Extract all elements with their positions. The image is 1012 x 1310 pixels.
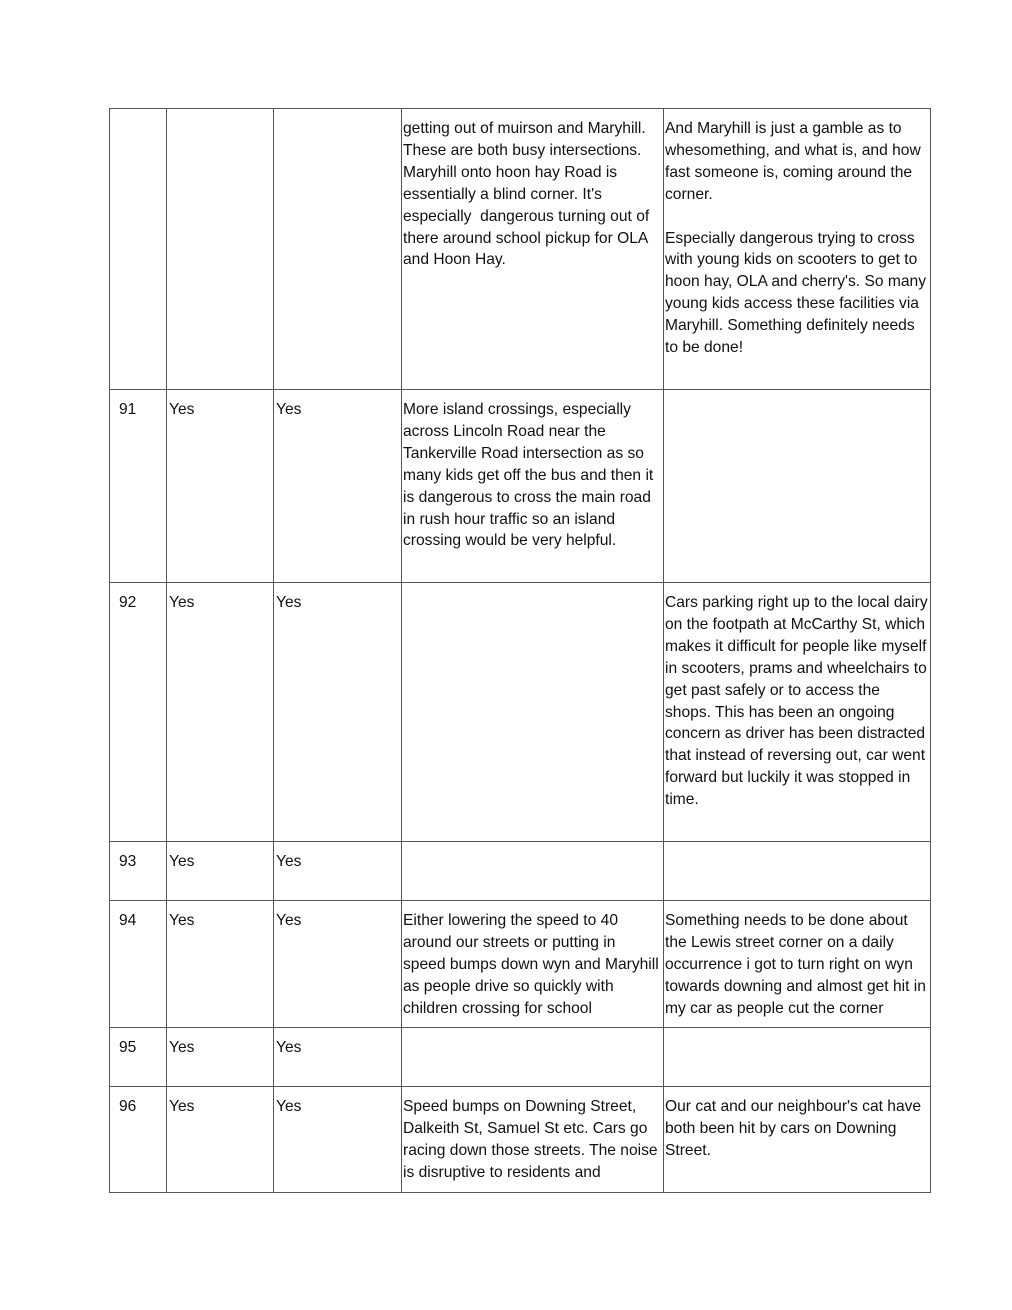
suggestion-cell: More island crossings, especially across Lincoln Road near the Tankerville Road intersection as so many kids get off the bus and then it is dangerous to cross the main road in rush hour traffic so an island crossing would be very helpful. <box>402 390 664 583</box>
answer-a-cell <box>167 109 274 390</box>
suggestion-cell: getting out of muirson and Maryhill. These are both busy intersections. Maryhill onto hoon hay Road is essentially a blind corner. It's especially dangerous turning out of there around school pickup for OLA and Hoon Hay. <box>402 109 664 390</box>
answer-b-cell: Yes <box>274 1028 402 1087</box>
suggestion-cell: Either lowering the speed to 40 around our streets or putting in speed bumps down wyn and Maryhill as people drive so quickly with children crossing for school <box>402 901 664 1028</box>
answer-b-cell: Yes <box>274 1087 402 1193</box>
row-id-cell: 91 <box>110 390 167 583</box>
table-row <box>110 1028 931 1087</box>
row-id-cell: 96 <box>110 1087 167 1193</box>
answer-b-cell <box>274 109 402 390</box>
answer-a-cell: Yes <box>167 1087 274 1193</box>
suggestion-cell <box>402 1028 664 1087</box>
comment-cell <box>664 1028 931 1087</box>
answer-b-cell: Yes <box>274 842 402 901</box>
answer-a-cell: Yes <box>167 842 274 901</box>
comment-cell <box>664 842 931 901</box>
answer-a-cell: Yes <box>167 390 274 583</box>
row-id-cell: 95 <box>110 1028 167 1087</box>
answer-b-cell: Yes <box>274 390 402 583</box>
table-row <box>110 842 931 901</box>
answer-a-cell: Yes <box>167 583 274 842</box>
row-id-cell <box>110 109 167 390</box>
answer-b-cell: Yes <box>274 901 402 1028</box>
comment-cell: Cars parking right up to the local dairy on the footpath at McCarthy St, which makes it difficult for people like myself in scooters, prams and wheelchairs to get past safely or to access the shops. This has been an ongoing concern as driver has been distracted that instead of reversing out, car went forward but luckily it was stopped in time. <box>664 583 931 842</box>
table-row <box>110 109 931 390</box>
comment-cell: Something needs to be done about the Lewis street corner on a daily occurrence i got to turn right on wyn towards downing and almost get hit in my car as people cut the corner <box>664 901 931 1028</box>
answer-a-cell: Yes <box>167 901 274 1028</box>
suggestion-cell <box>402 842 664 901</box>
table-row <box>110 1087 931 1193</box>
comment-cell: Our cat and our neighbour's cat have both been hit by cars on Downing Street. <box>664 1087 931 1193</box>
table-row <box>110 901 931 1028</box>
table-row <box>110 390 931 583</box>
suggestion-cell: Speed bumps on Downing Street, Dalkeith St, Samuel St etc. Cars go racing down those streets. The noise is disruptive to residents and <box>402 1087 664 1193</box>
row-id-cell: 92 <box>110 583 167 842</box>
row-id-cell: 93 <box>110 842 167 901</box>
answer-a-cell: Yes <box>167 1028 274 1087</box>
row-id-cell: 94 <box>110 901 167 1028</box>
comment-cell <box>664 390 931 583</box>
table-row <box>110 583 931 842</box>
answer-b-cell: Yes <box>274 583 402 842</box>
suggestion-cell <box>402 583 664 842</box>
comment-cell: And Maryhill is just a gamble as to whesomething, and what is, and how fast someone is, coming around the corner. Especially dangerous trying to cross with young kids on scooters to get to hoon hay, OLA and cherry's. So many young kids access these facilities via Maryhill. Something definitely needs to be done! <box>664 109 931 390</box>
responses-table <box>109 108 931 1193</box>
